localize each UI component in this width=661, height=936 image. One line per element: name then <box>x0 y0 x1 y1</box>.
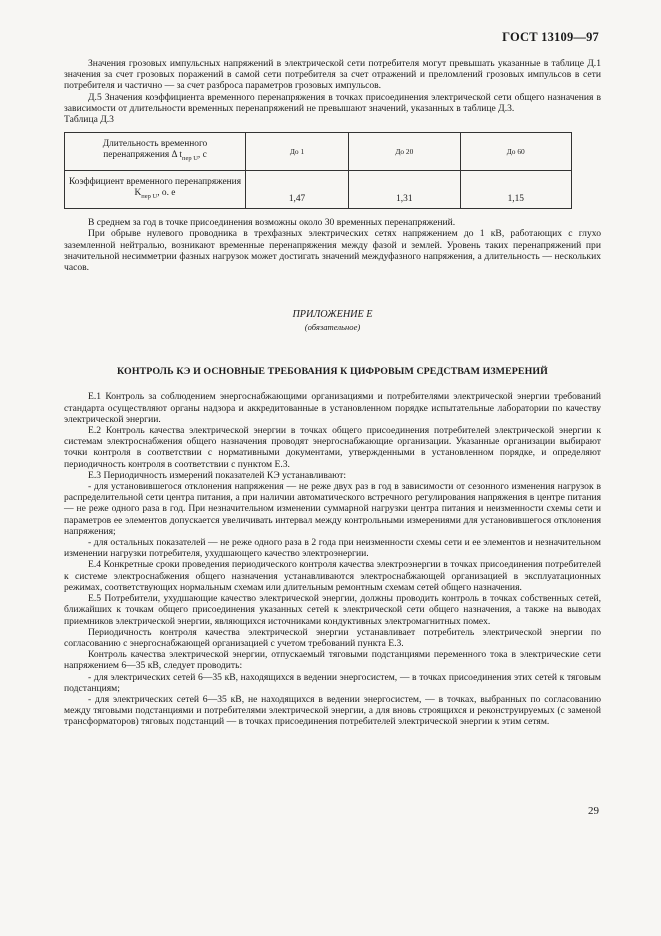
section-body <box>64 391 601 727</box>
table-cell: 1,15 <box>460 171 571 209</box>
table-cell: До 1 <box>246 133 349 171</box>
table-row <box>65 133 572 171</box>
paragraph: - для электрических сетей 6—35 кВ, не находящихся в ведении энергосистем, — в точках, выбранных по согласованию между тяговыми подстанциями и потребителями электрической энергии, а для вновь строящихся и реконструируемых (с заменой трансформаторов) тяговых подстанций — в точках присоединения потребителей электрической энергии к этим сетям. <box>64 693 601 728</box>
paragraph: Контроль качества электрической энергии, отпускаемый тяговыми подстанциями переменного тока в электрические сети напряжением 6—35 кВ, следует проводить: <box>64 649 601 672</box>
table-row-label-subscript: пер U <box>181 155 198 163</box>
table-row-label-unit: , о. е <box>157 188 176 199</box>
paragraph: Значения грозовых импульсных напряжений в электрической сети потребителя могут превышать указанные в таблице Д.1 значения за счет грозовых поражений в самой сети потребителя за счет отражений и преломлений грозовых импульсов в сети потребителя и частично — за счет разброса параметров грозовых импульсов. <box>64 58 601 92</box>
appendix-subtitle: (обязательное) <box>304 322 361 333</box>
document-header: ГОСТ 13109—97 <box>502 30 599 44</box>
page-content <box>64 58 601 728</box>
paragraph: - для электрических сетей 6—35 кВ, находящихся в ведении энергосистем, — в точках присоединения этих сетей к тяговым подстанциям; <box>64 671 601 694</box>
paragraph: Е.2 Контроль качества электрической энергии в точках общего присоединения потребителей электрической энергии к системам электроснабжения общего назначения проводят энергоснабжающие организации. Указанные организации выбирают точки контроля в соответствии с нормативными документами, утвержденными в установленном порядке, и определяют периодичность контроля в соответствии с пунктом Е.3. <box>64 425 601 470</box>
table-row-label <box>65 171 246 209</box>
table-label: Таблица Д.3 <box>64 114 114 126</box>
paragraph: Е.5 Потребители, ухудшающие качество электрической энергии, должны проводить контроль в точках собственных сетей, ближайших к точкам общего присоединения указанных сетей к электрической сети общего назначения, а также на выводах приемников электрической энергии, являющихся источниками кондуктивных электромагнитных помех. <box>64 593 601 627</box>
paragraph: - для остальных показателей — не реже одного раза в 2 года при неизменности схемы сети и ее элементов и незначительном изменении нагрузки потребителя, ухудшающего качество электроэнергии. <box>64 537 601 560</box>
table-row-label-unit: , с <box>197 150 207 161</box>
table-row-label-text: Коэффициент временного перенапряжения K <box>69 177 242 199</box>
table-row-label-subscript: пер U <box>141 193 158 201</box>
paragraph: Е.3 Периодичность измерений показателей КЭ устанавливают: <box>88 469 346 481</box>
appendix-title: ПРИЛОЖЕНИЕ Е <box>292 309 373 321</box>
paragraph: В среднем за год в точке присоединения возможны около 30 временных перенапряжений. <box>88 217 456 229</box>
table-cell: 1,47 <box>246 171 349 209</box>
paragraph: Е.4 Конкретные сроки проведения периодического контроля качества электроэнергии в точках присоединения потребителей к системе электроснабжения общего назначения устанавливаются электроснабжающей организацией в эксплуатационных режимах, соответствующих нормальным схемам или длительным ремонтным схемам сетей общего назначения. <box>64 559 601 593</box>
table-cell: 1,31 <box>349 171 460 209</box>
page-number: 29 <box>588 805 599 817</box>
paragraph: Д.5 Значения коэффициента временного перенапряжения в точках присоединения электрической сети общего назначения в зависимости от длительности временных перенапряжений не превышают значений, указанных в таблице Д.3. <box>64 91 601 114</box>
table-row <box>65 171 572 209</box>
paragraph: - для установившегося отклонения напряжения — не реже двух раз в год в зависимости от сезонного изменения нагрузок в распределительной сети центра питания, а при наличии автоматического встречного регулирования напряжения в центре питания — не реже одного раза в год. При незначительном изменении суммарной нагрузки центра питания и неизменности схемы сети и параметров ее элементов допускается увеличивать интервал между контрольными измерениями для установившегося отклонения напряжения; <box>64 481 601 537</box>
paragraph: Периодичность контроля качества электрической энергии устанавливает потребитель электрической энергии по согласованию с энергоснабжающей организацией с учетом требований пункта Е.3. <box>64 626 601 649</box>
after-table-text <box>64 217 601 273</box>
table-cell: До 60 <box>460 133 571 171</box>
table-row-label <box>65 133 246 171</box>
table-row-label-text: Длительность временного перенапряжения Δ t <box>102 139 208 161</box>
section-title: КОНТРОЛЬ КЭ И ОСНОВНЫЕ ТРЕБОВАНИЯ К ЦИФРОВЫМ СРЕДСТВАМ ИЗМЕРЕНИЙ <box>117 366 548 378</box>
appendix-heading <box>64 309 601 333</box>
paragraph: Е.1 Контроль за соблюдением энергоснабжающими организациями и потребителями электрической энергии требований стандарта осуществляют органы надзора и аккредитованные в установленном порядке испытательные лаборатории по качеству электрической энергии. <box>64 391 601 425</box>
overvoltage-table <box>64 132 572 209</box>
paragraph: При обрыве нулевого проводника в трехфазных электрических сетях напряжением до 1 кВ, работающих с глухо заземленной нейтралью, возникают временные перенапряжения между фазой и землей. Уровень таких перенапряжений при значительной несимметрии фазных нагрузок может достигать значений междуфазного напряжения, а длительность — нескольких часов. <box>64 228 601 274</box>
table-cell: До 20 <box>349 133 460 171</box>
